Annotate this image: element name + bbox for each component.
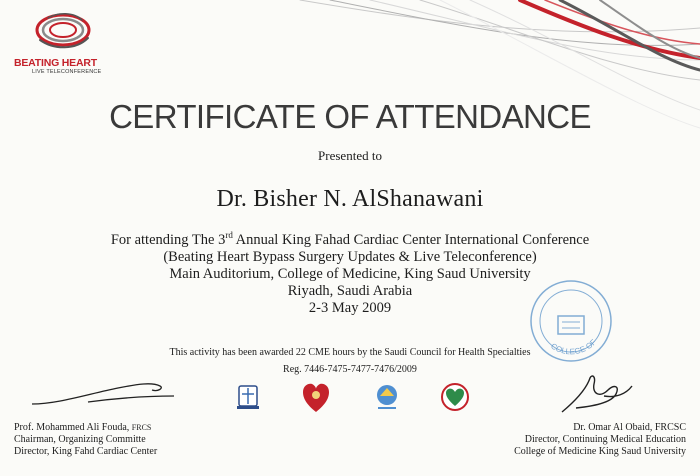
- left-signatory-title-2: Director, King Fahd Cardiac Center: [14, 446, 158, 457]
- globe-swirl-icon: [34, 10, 92, 54]
- right-signature-icon: [556, 372, 636, 416]
- registration-number: Reg. 7446-7475-7477-7476/2009: [283, 364, 417, 375]
- stamp-text: COLLEGE OF: [549, 337, 599, 357]
- svg-text:COLLEGE OF: [549, 338, 598, 357]
- logo-title: BEATING HEART: [14, 57, 97, 69]
- event-city: Riyadh, Saudi Arabia: [287, 283, 413, 299]
- green-heart-seal-icon: [440, 382, 470, 412]
- left-signatory-title-1: Chairman, Organizing Committe: [14, 434, 146, 445]
- right-signatory: [514, 422, 686, 458]
- logo-subtitle: LIVE TELECONFERENCE: [32, 69, 102, 75]
- event-venue: Main Auditorium, College of Medicine, King Saud University: [169, 266, 531, 282]
- right-signatory-title-1: Director, Continuing Medical Education: [524, 434, 686, 445]
- right-signatory-name: Dr. Omar Al Obaid, FRCSC: [573, 422, 686, 433]
- red-heart-shield-icon: [302, 382, 330, 414]
- presented-to: Presented to: [318, 148, 382, 163]
- left-signature-icon: [28, 374, 178, 414]
- certificate-title: CERTIFICATE OF ATTENDANCE: [109, 98, 591, 135]
- logo: [14, 10, 134, 75]
- left-signatory-name: Prof. Mohammed Ali Fouda, FRCS: [14, 422, 152, 433]
- cme-statement: This activity has been awarded 22 CME hours by the Saudi Council for Health Specialties: [169, 347, 531, 358]
- event-line-2: (Beating Heart Bypass Surgery Updates & Live Teleconference): [163, 249, 537, 265]
- event-date: 2-3 May 2009: [308, 300, 392, 316]
- event-line-1: For attending The 3rd Annual King Fahad Cardiac Center International Conference: [110, 230, 590, 248]
- recipient-name: Dr. Bisher N. AlShanawani: [216, 186, 484, 212]
- college-stamp-icon: [528, 278, 614, 364]
- blue-emblem-icon: [372, 382, 402, 412]
- left-signatory: [14, 422, 157, 458]
- right-signatory-title-2: College of Medicine King Saud University: [514, 446, 686, 457]
- ksu-crest-icon: [234, 382, 262, 412]
